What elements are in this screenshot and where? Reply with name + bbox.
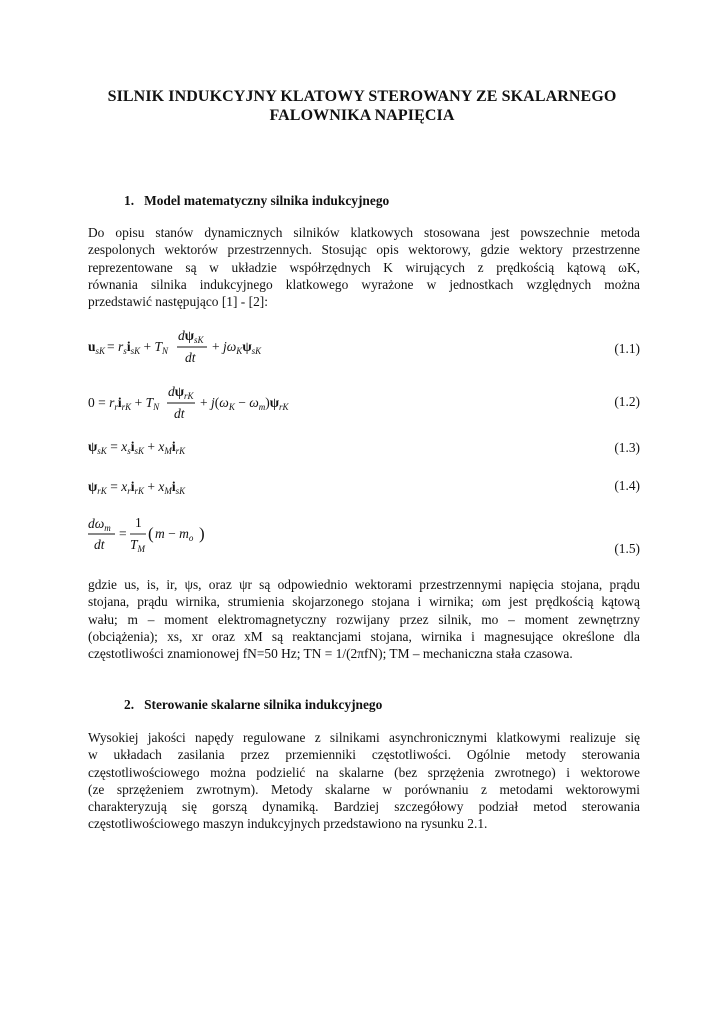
- paragraph-2-line: gdzie us, is, ir, ψs, oraz ψr są odpowiednio wektorami przestrzennymi napięcia stojana, prądu: [88, 577, 640, 592]
- svg-text:m − mo: $m - m_o$: [155, 526, 194, 543]
- svg-text:dt: dt: [174, 406, 185, 421]
- equation-1-3: [88, 436, 640, 476]
- paragraph-1-line: zespolonych wektorów przestrzennych. Stosując opis wektorowy, gdzie wektory przestrzenne: [88, 242, 640, 258]
- paragraph-3-line: Wysokiej jakości napędy regulowane z silnikami asynchronicznymi klatkowymi realizuje się: [88, 730, 640, 745]
- paragraph-2-line: wału; m – moment elektromagnetyczny rozwijany przez silnik, mo – moment zewnętrzny: [88, 611, 640, 627]
- paragraph-3-line: częstotliwościowego maszyn indukcyjnych przedstawiono na rysunku 2.1.: [88, 816, 488, 832]
- equation-1-2: [88, 382, 640, 422]
- svg-text:+ j(ωK − ωm)ψrK: + $j(\omega_K - \omega_m)\psi_{rK}$: [200, 395, 289, 412]
- svg-text:=: =: [119, 526, 127, 541]
- paragraph-2-line: stojana, prądu wirnika, strumienia skojarzonego stojana i wirnika; ωm jest prędkością kątową: [88, 594, 640, 610]
- section-heading-1: 1. Model matematyczny silnika indukcyjnego: [124, 193, 390, 208]
- paragraph-2-line: (obciążenia); xs, xr oraz xM są reaktancjami stojana, wirnika i magnesujące określone dla: [88, 628, 640, 644]
- equation-1-5-formula: [88, 514, 288, 562]
- equation-1-2-formula: [88, 382, 348, 426]
- title-line-1: SILNIK INDUKCYJNY KLATOWY STEROWANY ZE SKALARNEGO: [107, 88, 617, 105]
- svg-text:dψrK: $d\psi_{rK}$: [168, 384, 194, 401]
- svg-text:1: 1: [135, 515, 142, 530]
- paragraph-3-line: częstotliwościowego można podzielić na skalarne (bez sprzężenia zwrotnego) i wektorowe: [88, 764, 640, 780]
- paragraph-2: [88, 576, 640, 662]
- paragraph-3: [88, 729, 640, 833]
- paragraph-3-line: w układach zasilania przez przemienniki częstotliwości. Ogólnie metody sterowania: [88, 747, 640, 763]
- svg-text:dψsK: $d\psi_{sK}$: [178, 328, 204, 345]
- document-title: [60, 87, 664, 125]
- paragraph-1: [88, 224, 640, 310]
- svg-text:0 = rrirK + TN: $0 = r_ri_{rK} + T_N$: [88, 395, 160, 412]
- paragraph-1-line: równania silnika indukcyjnego klatkowego wyrażone w jednostkach względnych można: [88, 276, 640, 292]
- svg-text:dωm: $d\omega_m$: [88, 516, 111, 533]
- equation-1-1: [88, 326, 640, 366]
- paragraph-3-line: (ze sprzężeniem zwrotnym). Metody skalarne w porównaniu z metodami wektorowymi: [88, 781, 640, 797]
- equation-number: (1.3): [614, 440, 640, 455]
- paragraph-2-line: częstotliwości znamionowej fN=50 Hz; TN = 1/(2πfN); TM – mechaniczna stała czasowa.: [88, 646, 573, 662]
- svg-text:ψrK = xrirK + xMisK: $\psi_{rK} = x_ri_{rK} + x_Mi_{sK}$: [88, 479, 186, 496]
- svg-text:dt: dt: [94, 537, 105, 552]
- equation-1-3-formula: [88, 436, 288, 460]
- svg-text:+ jωKψsK: + $j\omega_K\psi_{sK}$: [212, 339, 262, 356]
- title-line-2: FALOWNIKA NAPIĘCIA: [269, 107, 455, 124]
- equation-number: (1.1): [614, 341, 640, 356]
- equation-1-1-formula: [88, 326, 328, 370]
- svg-text:(: (: [148, 524, 154, 543]
- equation-1-5: [88, 514, 640, 564]
- equation-1-4: [88, 476, 640, 516]
- svg-text:usK= rsisK + TN: $u_{sK} = r_si_{sK} + T_N$: [88, 339, 168, 356]
- paragraph-3-line: charakteryzują się gorszą dynamiką. Bardziej szczegółowy podział metod sterowania: [88, 799, 640, 815]
- paragraph-1-line: przedstawić następująco [1] - [2]:: [88, 294, 268, 310]
- equation-number: (1.2): [614, 394, 640, 409]
- svg-text:dt: dt: [185, 350, 196, 365]
- equation-number: (1.4): [614, 478, 640, 493]
- paragraph-1-line: reprezentowane są w układzie współrzędnych K wirujących z prędkością kątową ωK,: [88, 259, 640, 275]
- svg-text:): ): [199, 524, 205, 543]
- equation-number: (1.5): [614, 541, 640, 556]
- svg-text:ψsK = xsisK + xMirK: $\psi_{sK} = x_si_{sK} + x_Mi_{rK}$: [88, 439, 186, 456]
- svg-text:TM: $T_M$: [130, 537, 146, 554]
- paragraph-1-line: Do opisu stanów dynamicznych silników klatkowych stosowana jest powszechnie metoda: [88, 225, 640, 240]
- equation-1-4-formula: [88, 476, 288, 500]
- section-heading-2: 2. Sterowanie skalarne silnika indukcyjnego: [124, 697, 383, 712]
